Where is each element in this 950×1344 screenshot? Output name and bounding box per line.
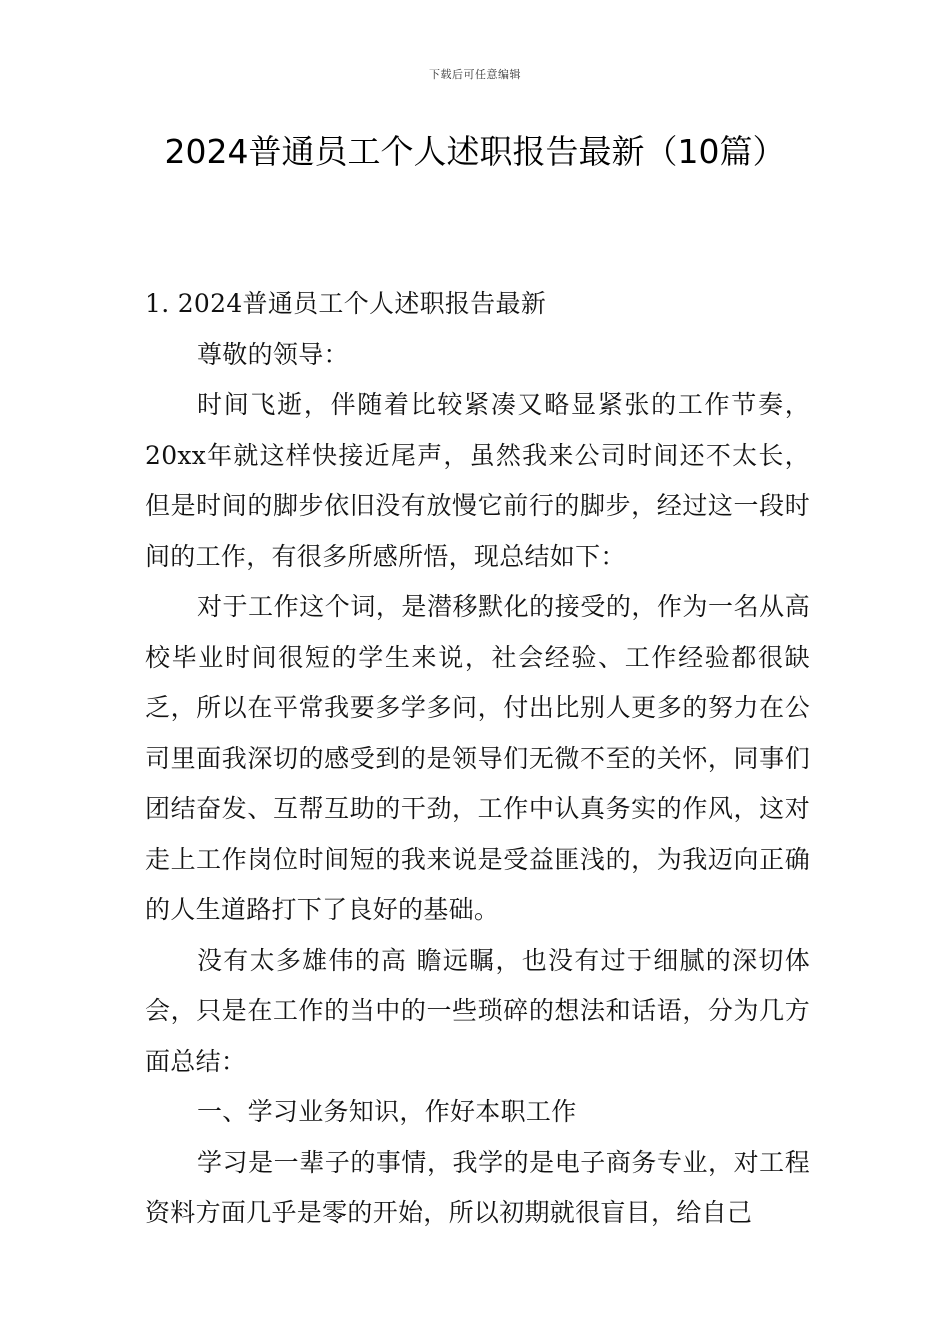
- paragraph: 时间飞逝，伴随着比较紧凑又略显紧张的工作节奏，20xx年就这样快接近尾声，虽然我来公司时间还不太长，但是时间的脚步依旧没有放慢它前行的脚步，经过这一段时间的工作，有很多所感所悟，现总结如下：: [145, 390, 810, 571]
- paragraph: 学习是一辈子的事情，我学的是电子商务专业，对工程资料方面几乎是零的开始，所以初期就很盲目，给自己: [145, 1147, 810, 1227]
- document-body: [145, 279, 810, 1239]
- salutation: 尊敬的领导：: [197, 339, 349, 369]
- paragraph: 没有太多雄伟的高 瞻远瞩，也没有过于细腻的深切体会，只是在工作的当中的一些琐碎的想法和话语，分为几方面总结：: [145, 945, 810, 1076]
- document-title: 2024普通员工个人述职报告最新（10篇）: [164, 132, 786, 171]
- section-heading: 1. 2024普通员工个人述职报告最新: [145, 289, 547, 318]
- page-header: 下载后可任意编辑: [429, 68, 521, 81]
- paragraph: 对于工作这个词，是潜移默化的接受的，作为一名从高校毕业时间很短的学生来说，社会经验、工作经验都很缺乏，所以在平常我要多学多问，付出比别人更多的努力在公司里面我深切的感受到的是领导们无微不至的关怀，同事们团结奋发、互帮互助的干劲，工作中认真务实的作风，这对走上工作岗位时间短的我来说是受益匪浅的，为我迈向正确的人生道路打下了良好的基础。: [145, 592, 810, 924]
- subsection-heading: 一、学习业务知识，作好本职工作: [197, 1097, 577, 1126]
